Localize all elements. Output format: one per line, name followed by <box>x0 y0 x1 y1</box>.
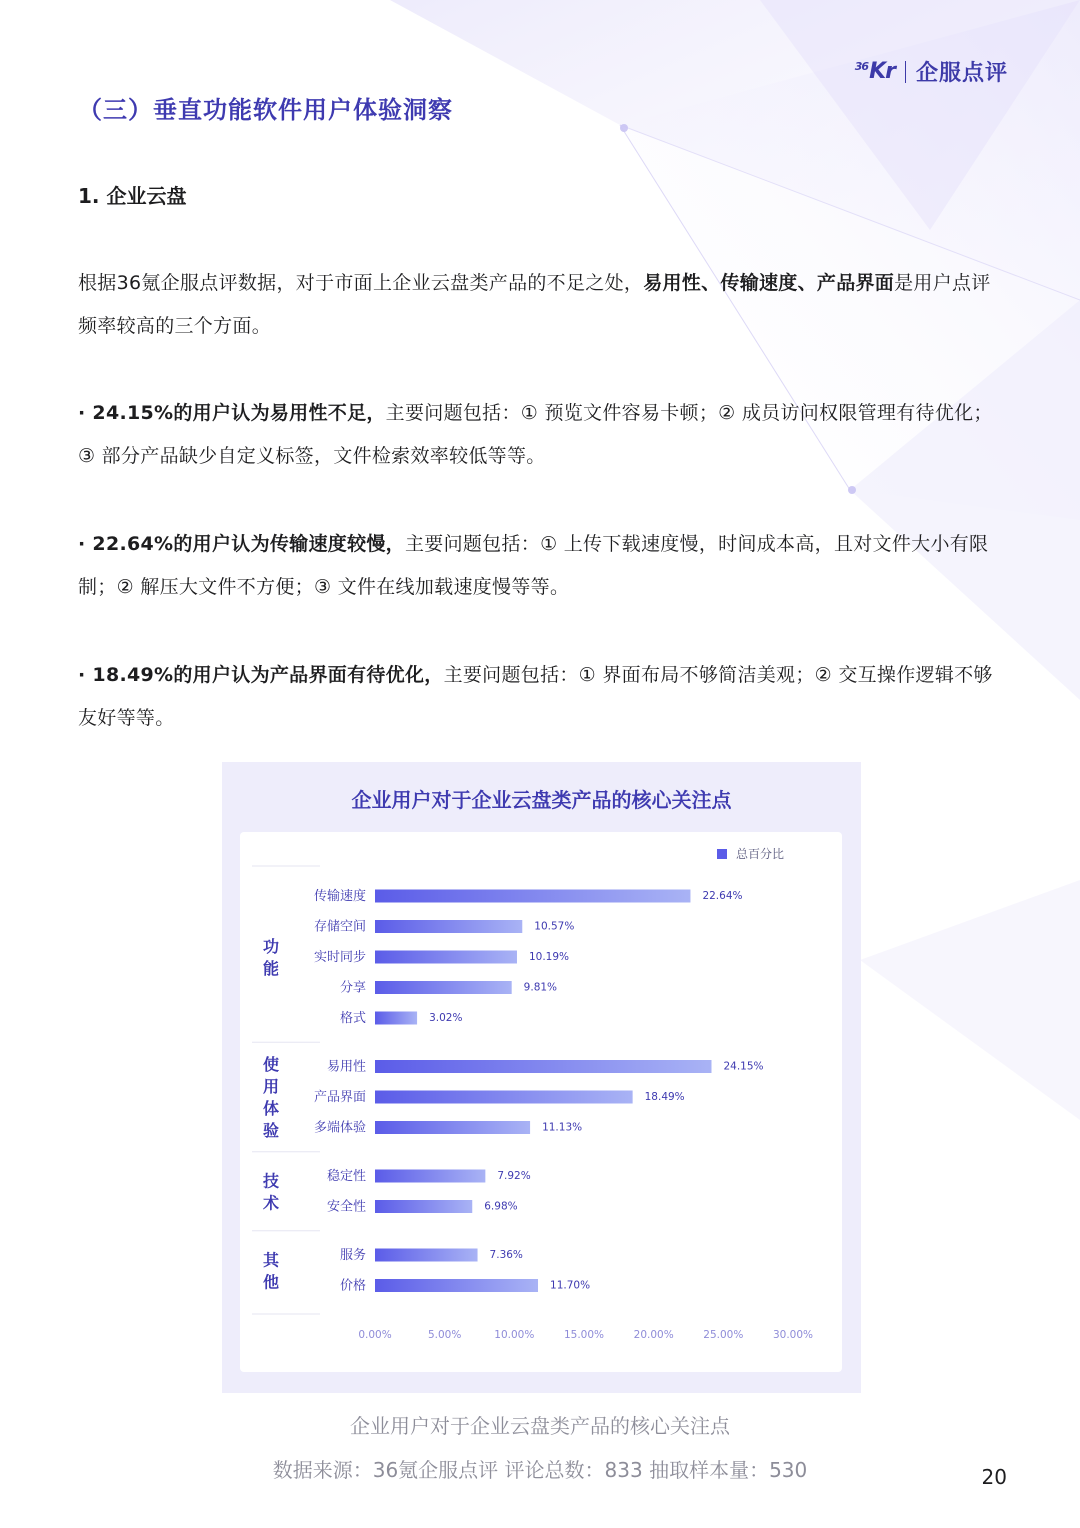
page-number: 20 <box>981 1465 1007 1489</box>
bar-分享 <box>375 981 512 994</box>
group-label-char: 体 <box>262 1099 280 1118</box>
value-label: 11.13% <box>542 1121 583 1134</box>
group-label-char: 技 <box>262 1171 280 1191</box>
group-label-char: 术 <box>262 1193 280 1213</box>
value-label: 7.36% <box>489 1249 523 1261</box>
data-source: 数据来源：36氪企服点评 评论总数：833 抽取样本量：530 <box>272 1458 808 1482</box>
group-label-char: 他 <box>262 1272 280 1292</box>
x-tick-label: 0.00% <box>358 1329 392 1341</box>
x-tick-label: 15.00% <box>563 1329 605 1341</box>
section-title: （三）垂直功能软件用户体验洞察 <box>78 96 453 124</box>
value-label: 18.49% <box>644 1091 685 1103</box>
value-label: 9.81% <box>523 981 558 994</box>
chart-panel <box>240 832 842 1372</box>
brand-mark: $^{36}$Kr <box>854 59 895 84</box>
x-tick-label: 20.00% <box>633 1329 674 1341</box>
category-label: 产品界面 <box>313 1090 366 1105</box>
value-label: 11.70% <box>550 1279 591 1292</box>
figure-caption: 企业用户对于企业云盘类产品的核心关注点 <box>350 1414 730 1438</box>
legend-swatch <box>717 849 727 859</box>
intro-paragraph: 根据36氪企服点评数据，对于市面上企业云盘类产品的不足之处，易用性、传输速度、产品界面是用户点评频率较高的三个方面。 <box>78 272 991 337</box>
point-interface: · 18.49%的用户认为产品界面有待优化，主要问题包括：① 界面布局不够简洁美观；② 交互操作逻辑不够友好等等。 <box>78 664 993 729</box>
sub-title: 1. 企业云盘 <box>78 184 187 208</box>
value-label: 6.98% <box>484 1200 518 1213</box>
bar-稳定性 <box>375 1170 485 1183</box>
brand-divider <box>905 61 906 83</box>
x-tick-label: 5.00% <box>427 1329 462 1341</box>
group-label-char: 功 <box>262 937 280 956</box>
bar-传输速度 <box>375 890 690 903</box>
value-label: 22.64% <box>702 890 743 902</box>
bar-多端体验 <box>375 1121 530 1134</box>
bar-价格 <box>375 1279 538 1292</box>
bar-服务 <box>375 1249 478 1262</box>
point-usability: · 24.15%的用户认为易用性不足，主要问题包括：① 预览文件容易卡顿；② 成员访问权限管理有待优化；③ 部分产品缺少自定义标签，文件检索效率较低等等。 <box>78 402 993 467</box>
value-label: 3.02% <box>429 1012 463 1024</box>
category-label: 服务 <box>339 1248 366 1263</box>
x-tick-label: 25.00% <box>703 1329 744 1341</box>
group-label-char: 验 <box>262 1121 280 1140</box>
value-label: 10.57% <box>534 920 575 933</box>
value-label: 10.19% <box>528 951 570 963</box>
bar-chart <box>240 832 842 1372</box>
chart-card <box>222 762 861 1393</box>
category-label: 安全性 <box>326 1199 366 1215</box>
bar-易用性 <box>375 1060 711 1073</box>
group-label-char: 使 <box>262 1055 280 1074</box>
legend-label: 总百分比 <box>736 847 785 861</box>
value-label: 24.15% <box>723 1060 764 1073</box>
category-label: 传输速度 <box>313 889 366 904</box>
category-label: 分享 <box>339 980 366 996</box>
value-label: 7.92% <box>497 1170 531 1182</box>
category-label: 实时同步 <box>313 950 366 965</box>
point-transfer-speed: · 22.64%的用户认为传输速度较慢，主要问题包括：① 上传下载速度慢，时间成本高，且对文件大小有限制；② 解压大文件不方便；③ 文件在线加载速度慢等等。 <box>78 533 989 598</box>
x-tick-label: 30.00% <box>772 1329 814 1341</box>
category-label: 格式 <box>339 1011 366 1026</box>
brand-logo <box>855 56 1008 87</box>
group-label-char: 其 <box>262 1250 280 1270</box>
category-label: 存储空间 <box>313 919 366 935</box>
chart-title: 企业用户对于企业云盘类产品的核心关注点 <box>351 788 732 812</box>
x-tick-label: 10.00% <box>494 1329 535 1341</box>
group-label-char: 用 <box>262 1077 280 1096</box>
bar-存储空间 <box>375 920 522 933</box>
bar-格式 <box>375 1012 417 1025</box>
category-label: 价格 <box>339 1278 366 1294</box>
bar-安全性 <box>375 1200 472 1213</box>
category-label: 多端体验 <box>313 1120 366 1136</box>
bar-产品界面 <box>375 1091 633 1104</box>
bar-实时同步 <box>375 951 517 964</box>
category-label: 稳定性 <box>326 1169 366 1184</box>
brand-name: 企服点评 <box>915 61 1008 86</box>
category-label: 易用性 <box>326 1059 366 1075</box>
group-label-char: 能 <box>262 959 280 978</box>
